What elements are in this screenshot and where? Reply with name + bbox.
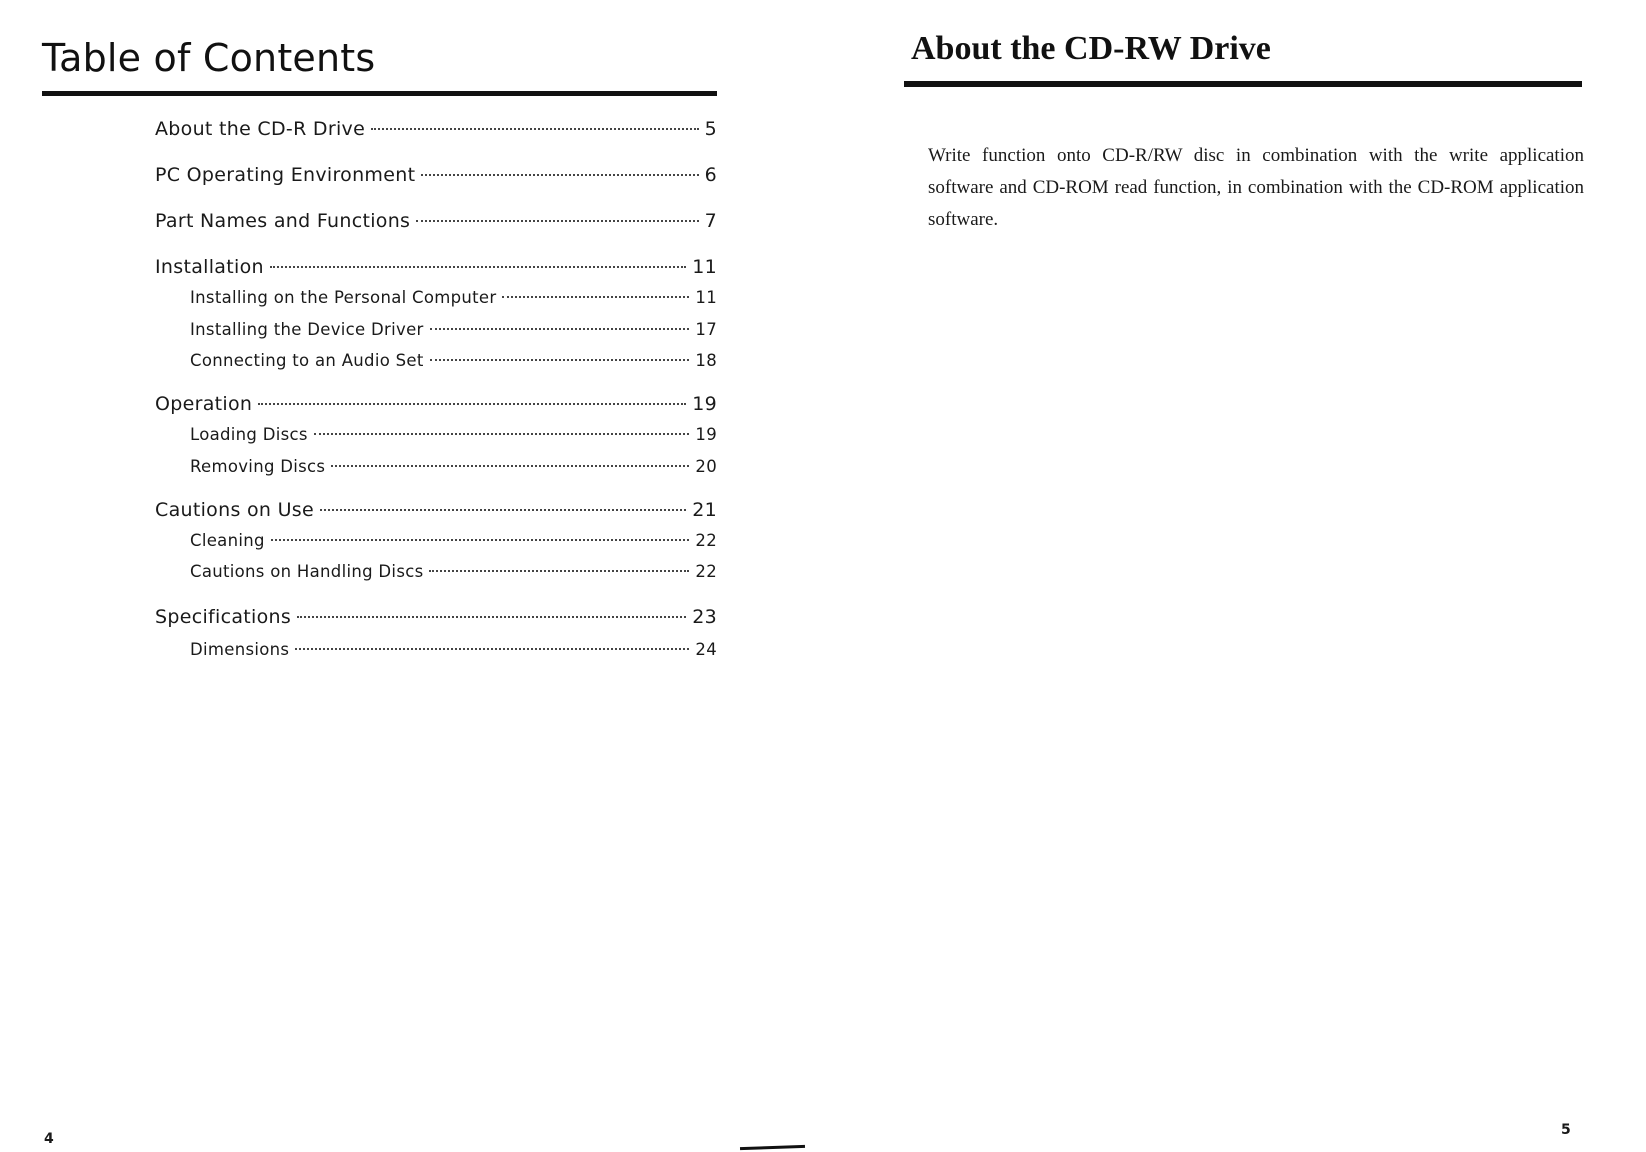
toc-dot-leader [297,616,686,618]
page-number-right: 5 [1561,1122,1571,1138]
left-page [0,0,810,1152]
toc-entry [155,256,717,288]
toc-subentry [155,531,717,563]
toc-dot-leader [331,465,689,467]
toc-subentry-label: Connecting to an Audio Set [190,351,424,370]
toc-subentry-page: 19 [695,425,717,444]
toc-heading: Table of Contents [42,36,376,80]
toc-subentry-page: 18 [695,351,717,370]
toc-dot-leader [502,296,689,298]
toc-entry-label: About the CD-R Drive [155,118,366,140]
toc-entry [155,210,717,256]
toc-entry-label: Specifications [155,606,292,628]
toc-dot-leader [421,174,698,176]
toc-subentry-page: 17 [695,319,717,339]
toc-subentry-label: Loading Discs [190,425,308,444]
section-body: Write function onto CD-R/RW disc in combination with the write application software and CD-ROM read function, in combination with the CD-ROM application software. [928,145,1584,230]
toc-entry-page: 11 [692,256,717,278]
toc-entry-page: 21 [692,498,717,521]
toc-subentry-label: Dimensions [190,640,290,659]
toc-entry-label: Installation [155,256,264,278]
page-number-left: 4 [44,1131,54,1147]
toc-entry-page: 23 [692,606,717,628]
toc-subentry [155,351,717,393]
toc-subentry-page: 22 [695,530,717,550]
toc-entry-label: Cautions on Use [155,498,314,521]
toc-entry-label: PC Operating Environment [155,164,416,186]
toc-dot-leader [429,570,689,572]
toc-entry [155,499,717,531]
toc-entry [155,393,717,425]
toc-subentry [155,457,717,499]
right-page [810,0,1646,1152]
toc-dot-leader [271,539,690,541]
toc-dot-leader [295,648,689,650]
toc-entry-label: Operation [155,393,253,415]
section-heading-rule [904,81,1582,87]
toc-dot-leader [430,359,690,361]
toc-dot-leader [371,128,699,130]
toc-entry [155,118,717,164]
toc-subentry-page: 24 [695,640,717,659]
toc-entry-label: Part Names and Functions [155,210,411,232]
toc-entry [155,606,717,640]
toc-subentry-label: Cleaning [190,530,265,550]
toc-entry [155,164,717,210]
toc-dot-leader [270,266,686,268]
toc-heading-rule [42,91,717,96]
toc-subentry [155,425,717,457]
toc-subentry-label: Installing on the Personal Computer [190,288,497,307]
toc-subentry-page: 11 [695,288,717,307]
toc-subentry-label: Cautions on Handling Discs [190,562,424,581]
toc-subentry-page: 22 [695,562,717,581]
toc-dot-leader [258,403,686,405]
toc-entry-page: 19 [692,393,717,415]
toc-dot-leader [314,433,690,435]
toc-entry-page: 6 [704,164,717,186]
toc-entry-page: 7 [704,210,717,232]
toc-entry-page: 5 [704,118,717,140]
toc-subentry [155,320,717,352]
section-heading: About the CD-RW Drive [911,30,1271,67]
toc-subentry-label: Installing the Device Driver [190,319,424,339]
toc-subentry [155,562,717,606]
toc-subentry-label: Removing Discs [190,456,326,476]
toc-dot-leader [416,220,698,222]
toc-dot-leader [430,328,690,330]
toc-subentry-page: 20 [695,456,717,476]
toc-subentry [155,288,717,320]
toc-subentry [155,640,717,672]
toc-dot-leader [320,509,686,511]
toc-list [155,118,717,672]
